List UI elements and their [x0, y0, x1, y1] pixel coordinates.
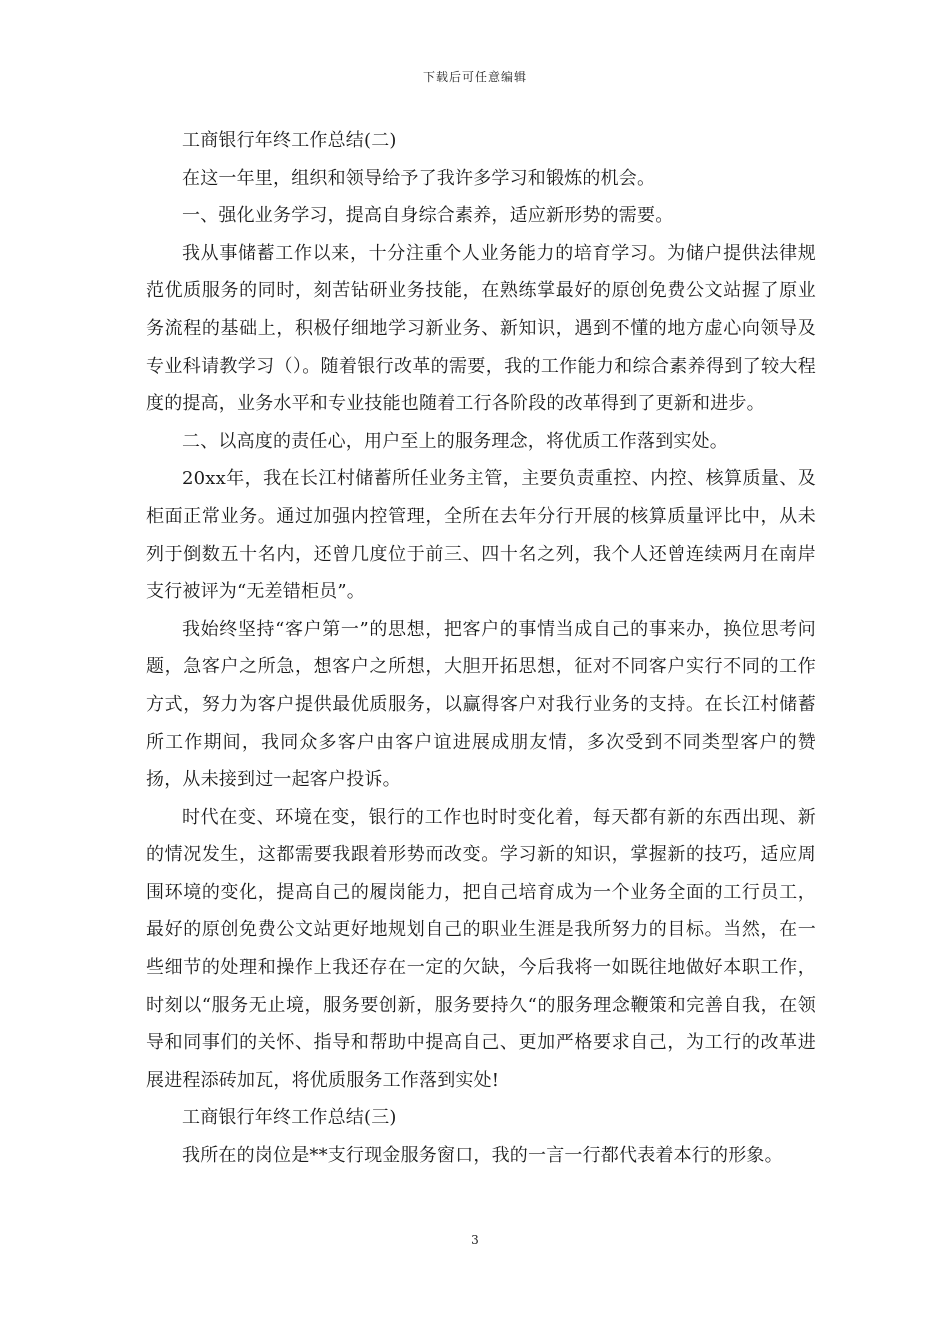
paragraph: 我始终坚持“客户第一”的思想，把客户的事情当成自己的事来办，换位思考问题，急客户之所急，想客户之所想，大胆开拓思想，征对不同客户实行不同的工作方式，努力为客户提供最优质服务，以赢得客户对我行业务的支持。在长江村储蓄所工作期间，我同众多客户由客户谊进展成朋友情，多次受到不同类型客户的赞扬，从未接到过一起客户投诉。: [146, 618, 816, 791]
section-title: 工商银行年终工作总结(二): [182, 130, 397, 151]
paragraph: 我从事储蓄工作以来，十分注重个人业务能力的培育学习。为储户提供法律规范优质服务的同时，刻苦钻研业务技能，在熟练掌最好的原创免费公文站握了原业务流程的基础上，积极仔细地学习新业务、新知识，遇到不懂的地方虚心向领导及专业科请教学习（）。随着银行改革的需要，我的工作能力和综合素养得到了较大程度的提高，业务水平和专业技能也随着工行各阶段的改革得到了更新和进步。: [146, 242, 816, 415]
document-body: [146, 122, 816, 1175]
subsection-heading: 二、以高度的责任心，用户至上的服务理念，将优质工作落到实处。: [182, 430, 728, 452]
page-number: 3: [471, 1233, 479, 1247]
paragraph: 在这一年里，组织和领导给予了我许多学习和锻炼的机会。: [182, 167, 656, 189]
paragraph: 20xx年，我在长江村储蓄所任业务主管，主要负责重控、内控、核算质量、及柜面正常业务。通过加强内控管理，全所在去年分行开展的核算质量评比中，从未列于倒数五十名内，还曾几度位于前三、四十名之列，我个人还曾连续两月在南岸支行被评为“无差错柜员”。: [146, 468, 816, 603]
paragraph: 时代在变、环境在变，银行的工作也时时变化着，每天都有新的东西出现、新的情况发生，这都需要我跟着形势而改变。学习新的知识，掌握新的技巧，适应周围环境的变化，提高自己的履岗能力，把自己培育成为一个业务全面的工行员工，最好的原创免费公文站更好地规划自己的职业生涯是我所努力的目标。当然，在一些细节的处理和操作上我还存在一定的欠缺，今后我将一如既往地做好本职工作，时刻以“服务无止境，服务要创新，服务要持久“的服务理念鞭策和完善自我，在领导和同事们的关怀、指导和帮助中提高自己、更加严格要求自己，为工行的改革进展进程添砖加瓦，将优质服务工作落到实处!: [146, 806, 816, 1091]
subsection-heading: 一、强化业务学习，提高自身综合素养，适应新形势的需要。: [182, 205, 674, 227]
section-title: 工商银行年终工作总结(三): [182, 1107, 397, 1129]
paragraph: 我所在的岗位是**支行现金服务窗口，我的一言一行都代表着本行的形象。: [182, 1145, 783, 1167]
page-header: 下载后可任意编辑: [422, 70, 527, 84]
